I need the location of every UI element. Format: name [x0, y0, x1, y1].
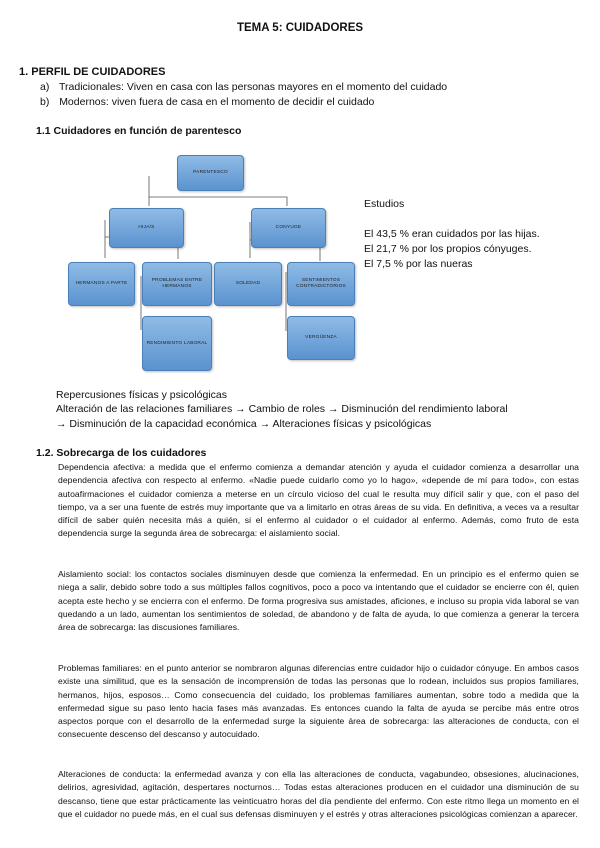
section-heading-sobrecarga: 1.2. Sobrecarga de los cuidadores	[36, 447, 207, 459]
diagram-node-rendimiento-laboral: RENDIMIENTO LABORAL	[142, 316, 212, 371]
diagram-node-soledad: SOLEDAD	[214, 262, 282, 306]
list-item-text: viven fuera de casa en el momento de decidir el cuidado	[108, 96, 375, 108]
paragraph-aislamiento-social: Aislamiento social: los contactos sociales disminuyen desde que comienza la enfermedad. En un principio es el enfermo quien se niega a salir, debido sobre todo a sus múltiples fallos cognitivos, poco a poco va intentando que el cuidador se encierre con él, quien acepta este hecho y se encierra con el enfermo. De forma progresiva sus amistades, aficiones, e incluso su propia vida laboral se van quedando a un lado, aumentan los sentimientos de soledad, de abandono y de falta de ayuda, lo que comienza a generar la tercera área de sobrecarga: las discusiones familiares.	[58, 569, 579, 633]
list-item-label: Tradicionales:	[59, 81, 124, 93]
paragraph-problemas-familiares: Problemas familiares: en el punto anterior se nombraron algunas diferencias entre cuidador hijo o cuidador cónyuge. En ambos casos existe una similitud, que es la sensación de incomprensión de todas las personas que lo rodean, incluidos sus propios familiares, hermanos, hijos, esposos… Como consecuencia del cuidado, los problemas familiares aumentan, sobre todo a medida que la enfermedad sigue su paso lento hacia fases más avanzadas. Es entonces cuando la falta de ayuda se percibe más entre otros aspectos porque con el desarrollo de la enfermedad surge la siguiente área de sobrecarga: las alteraciones de conducta, con el consecuente descenso del descanso y autocuidado.	[58, 663, 579, 740]
diagram-node-parentesco: PARENTESCO	[177, 155, 244, 191]
section-heading-perfil: 1. PERFIL DE CUIDADORES	[19, 66, 166, 78]
diagram-node-sentimientos: SENTIMIENTOS CONTRADICTORIOS	[287, 262, 355, 306]
repercussions-line-1: Alteración de las relaciones familiares → Cambio de roles → Disminución del rendimiento laboral	[56, 403, 508, 415]
diagram-node-problemas-hermanos: PROBLEMAS ENTRE HERMANOS	[142, 262, 212, 306]
list-item-text: Viven en casa con las personas mayores en el momento del cuidado	[123, 81, 448, 93]
list-marker: a)	[40, 81, 50, 93]
diagram-node-hermanos-a-parte: HERMANOS A PARTE	[68, 262, 135, 306]
studies-line-nueras: El 7,5 % por las nueras	[364, 258, 473, 270]
diagram-node-hijas: HIJA/S	[109, 208, 184, 248]
diagram-node-conyuge: CONYUGE	[251, 208, 326, 248]
repercussions-line-2: → Disminución de la capacidad económica → Alteraciones físicas y psicológicas	[56, 418, 432, 430]
list-marker: b)	[40, 96, 50, 108]
studies-label: Estudios	[364, 198, 405, 210]
repercussions-heading: Repercusiones físicas y psicológicas	[56, 389, 227, 401]
studies-line-conyuges: El 21,7 % por los propios cónyuges.	[364, 243, 532, 255]
studies-line-hijas: El 43,5 % eran cuidados por las hijas.	[364, 228, 540, 240]
list-item-label: Modernos:	[59, 96, 109, 108]
diagram-node-verguenza: VERGÜENZA	[287, 316, 355, 360]
section-heading-parentesco: 1.1 Cuidadores en función de parentesco	[36, 125, 242, 137]
paragraph-alteraciones-conducta: Alteraciones de conducta: la enfermedad avanza y con ella las alteraciones de conducta, vagabundeo, obsesiones, alucinaciones, delirios, agresividad, agitación, despertares nocturnos… Todas estas alteraciones producen en el cuidador una disminución de su descanso, tiene que estar prácticamente las veinticuatro horas del día pendiente del enfermo. Con este ritmo llega un momento en el que el cuidador no puede más, en el cual sus defensas disminuyen y el estrés y otras alteraciones psicológicas comienzan a aparecer.	[58, 769, 579, 819]
paragraph-dependencia-afectiva: Dependencia afectiva: a medida que el enfermo comienza a demandar atención y ayuda el cuidador comienza a desarrollar una dependencia afectiva con respecto al enfermo. «Nadie puede cuidarlo como yo lo hago», «depende de mí para todo», con estas autoafirmaciones el cuidador comienza a meterse en un círculo vicioso del cual le resulta muy difícil salir y que, con el paso del tiempo, va a ser una fuente de estrés muy importante que va a limitarlo en otras áreas de su vida. En definitiva, a veces va a resultar difícil de saber quién necesita más a quién, si el enfermo al cuidador o el cuidador al enfermo. Además, como fruto de esta dependencia surge la segunda área de sobrecarga: el aislamiento social.	[58, 462, 579, 539]
page-title: TEMA 5: CUIDADORES	[236, 22, 364, 34]
